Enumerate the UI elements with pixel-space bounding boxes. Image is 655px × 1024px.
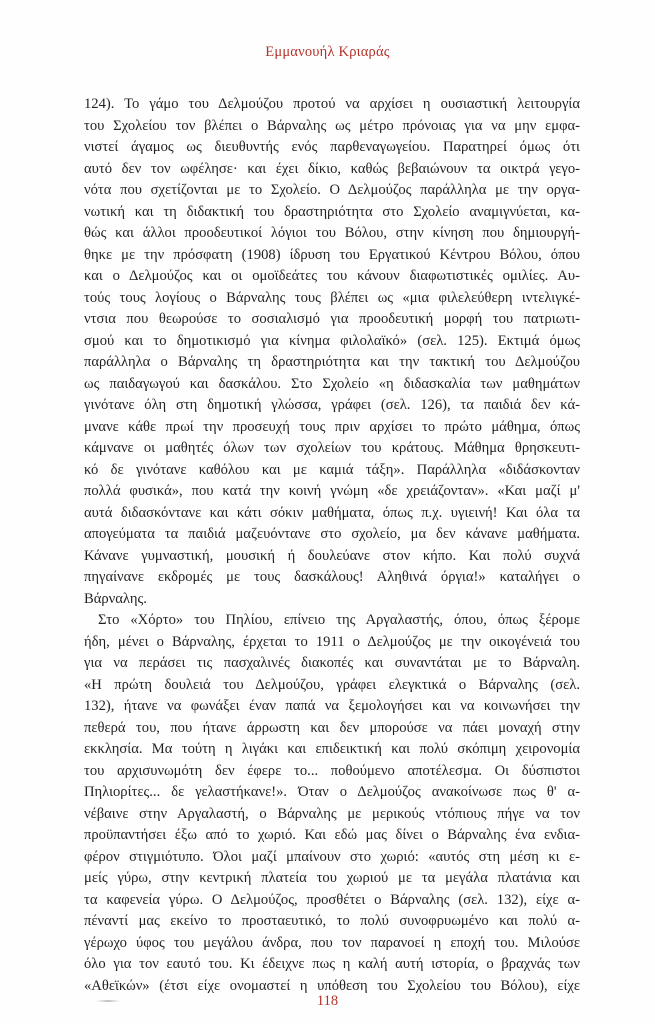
text-line: αυτά διδασκόντανε και κάτι σόκιν μαθήματα, όπως π.χ. υγιεινή! Και όλα τα (84, 504, 580, 521)
text-line: πεθερά του, που ήτανε άρρωστη και δεν μπορούσε να πάει μοναχή στην (84, 719, 580, 736)
running-head-title: Εμμανουήλ Κριαράς (265, 44, 390, 60)
text-line: τούς τους λογίους ο Βάρναλης τους βλέπει ως «μια φιλελεύθερη ιντελιγκέ- (84, 289, 580, 306)
text-line: «Η πρώτη δουλειά του Δελμούζου, γράφει ελεγκτικά ο Βάρναλης (σελ. (84, 676, 580, 693)
page-number: 118 (316, 993, 339, 1009)
text-line: τα καφενεία γύρω. Ο Δελμούζος, προσθέτει ο Βάρναλης (σελ. 132), είχε α- (84, 891, 580, 908)
text-line: αυτό δεν τον ωφέλησε· και έχει δίκιο, καθώς βεβαιώνουν τα οικτρά γεγο- (84, 160, 580, 177)
text-line: εκκλησία. Μα τούτη η λιγάκι και επιδεικτική και πολύ σκόπιμη χειρονομία (84, 741, 580, 757)
text-line: απογεύματα τα παιδιά μαζευόντανε στο σχολείο, μα δεν κάνανε μαθήματα. (84, 526, 580, 542)
text-line: παράλληλα ο Βάρναλης τη δραστηριότητα και την τακτική του Δελμούζου (84, 354, 580, 370)
text-line: «Αθεϊκών» (έτσι είχε ονομαστεί η υπόθεση του Σχολείου του Βόλου), είχε (84, 977, 580, 994)
text-line: 132), ήτανε να φωνάξει έναν παπά να ξεμολογήσει και να κοινωνήσει την (84, 698, 580, 714)
text-line: μνανε κάθε πρωί την προσευχή τους πριν αρχίσει το πρώτο μάθημα, όπως (84, 418, 580, 435)
text-line: Πηλιορίτες... δε γελαστήκανε!». Όταν ο Δελμούζος ανακοίνωσε πως θ' α- (84, 784, 580, 800)
text-line: πέναντί μας εκείνο το προσταευτικό, το πολύ συνοφρυωμένο και πολύ α- (84, 913, 580, 929)
text-line: του Σχολείου τον βλέπει ο Βάρναλης ως μέτρο πρόνοιας για να μην εμφα- (84, 117, 580, 134)
text-line: όλο για τον εαυτό του. Κι έδειχνε πως η καλή αυτή ιστορία, ο βραχνάς των (84, 956, 580, 972)
text-line: σμού και το δημοτικισμό για κίνημα φιλολαϊκό» (σελ. 125). Εκτιμά όμως (84, 332, 580, 349)
text-line: νωτική και τη διδακτική του δραστηριότητα στο Σχολείο αναμιγνύεται, κα- (84, 203, 580, 220)
text-line: μείς γύρω, στην κεντρική πλατεία του χωριού με τα μεγάλα πλατάνια και (84, 870, 580, 886)
text-line: για να περάσει τις πασχαλινές διακοπές και συναντάται με το Βάρναλη. (84, 655, 580, 671)
text-line: πηγαίνανε εκδρομές με τους δασκάλους! Αληθινά όργια!» καταλήγει ο (84, 569, 580, 585)
text-line: κό δε γινότανε καθόλου και με καμιά τάξη». Παράλληλα «διδάσκονταν (84, 461, 580, 478)
text-line: ως παιδαγωγού και δασκάλου. Στο Σχολείο «η διδασκαλία των μαθημάτων (84, 375, 580, 392)
text-line: θώς και άλλοι προοδευτικοί λόγιοι του Βόλου, στην κίνηση που δημιουργή- (84, 225, 580, 241)
text-line: Κάνανε γυμναστική, μουσική ή δουλεύανε στον κήπο. Και πολύ συχνά (84, 547, 580, 564)
text-line: πολλά φυσικά», που κατά την κοινή γνώμη «δε χρειάζονταν». «Και μαζί μ' (84, 483, 580, 499)
text-line: φέρον στιγμιότυπο. Όλοι μαζί μπαίνουν στο χωριό: «αυτός στη μέση κι ε- (84, 848, 580, 865)
text-line: νέβαινε στην Αργαλαστή, ο Βάρναλης με μερικούς ντόπιους πήγε να τον (84, 805, 580, 822)
text-line: νιστεί άγαμος ως διευθυντής ενός παρθεναγωγείου. Παρατηρεί όμως ότι (84, 139, 580, 155)
text-line: κάμνανε οι μαθητές όλων των σχολείων του κράτους. Μάθημα θρησκευτι- (84, 440, 580, 456)
text-line: γέρωχο ύφος του μεγάλου άνδρα, που τον παρανοεί η εποχή του. Μιλούσε (84, 934, 580, 951)
text-line: 124). Το γάμο του Δελμούζου προτού να αρχίσει η ουσιαστική λειτουργία (84, 96, 580, 112)
text-line: νότα που σχετίζονται με το Σχολείο. Ο Δελμούζος παράλληλα με την οργα- (84, 182, 580, 198)
text-line: γινότανε όλη στη δημοτική γλώσσα, γράφει (σελ. 126), τα παιδιά δεν κά- (84, 397, 580, 413)
text-line: ήδη, μένει ο Βάρναλης, έρχεται το 1911 ο Δελμούζος με την οικογένειά του (84, 633, 580, 650)
text-line: προϋπαντήσει έξω από το χωριό. Και εδώ μας δίνει ο Βάρναλης ένα ενδια- (84, 827, 580, 843)
body-text (84, 94, 580, 997)
text-line: του αρχισυνωμότη δεν έφερε το... ποθούμενο αποτέλεσμα. Οι δύσπιστοι (84, 762, 580, 779)
text-line: θηκε με την πρόσφατη (1908) ίδρυση του Εργατικού Κέντρου Βόλου, όπου (84, 246, 580, 263)
text-line-paragraph-start: Στο «Χόρτο» του Πηλίου, επίνειο της Αργαλαστής, όπου, όπως ξέρομε (98, 612, 580, 628)
text-line: ντσια που θεωρούσε το σοσιαλισμό για προοδευτική μορφή του πατριωτι- (84, 311, 580, 327)
text-line-paragraph-end: Βάρναλης. (84, 590, 147, 607)
text-line: και ο Δελμούζος και οι ομοϊδεάτες του κάνουν διαφωτιστικές ομιλίες. Αυ- (84, 268, 580, 284)
